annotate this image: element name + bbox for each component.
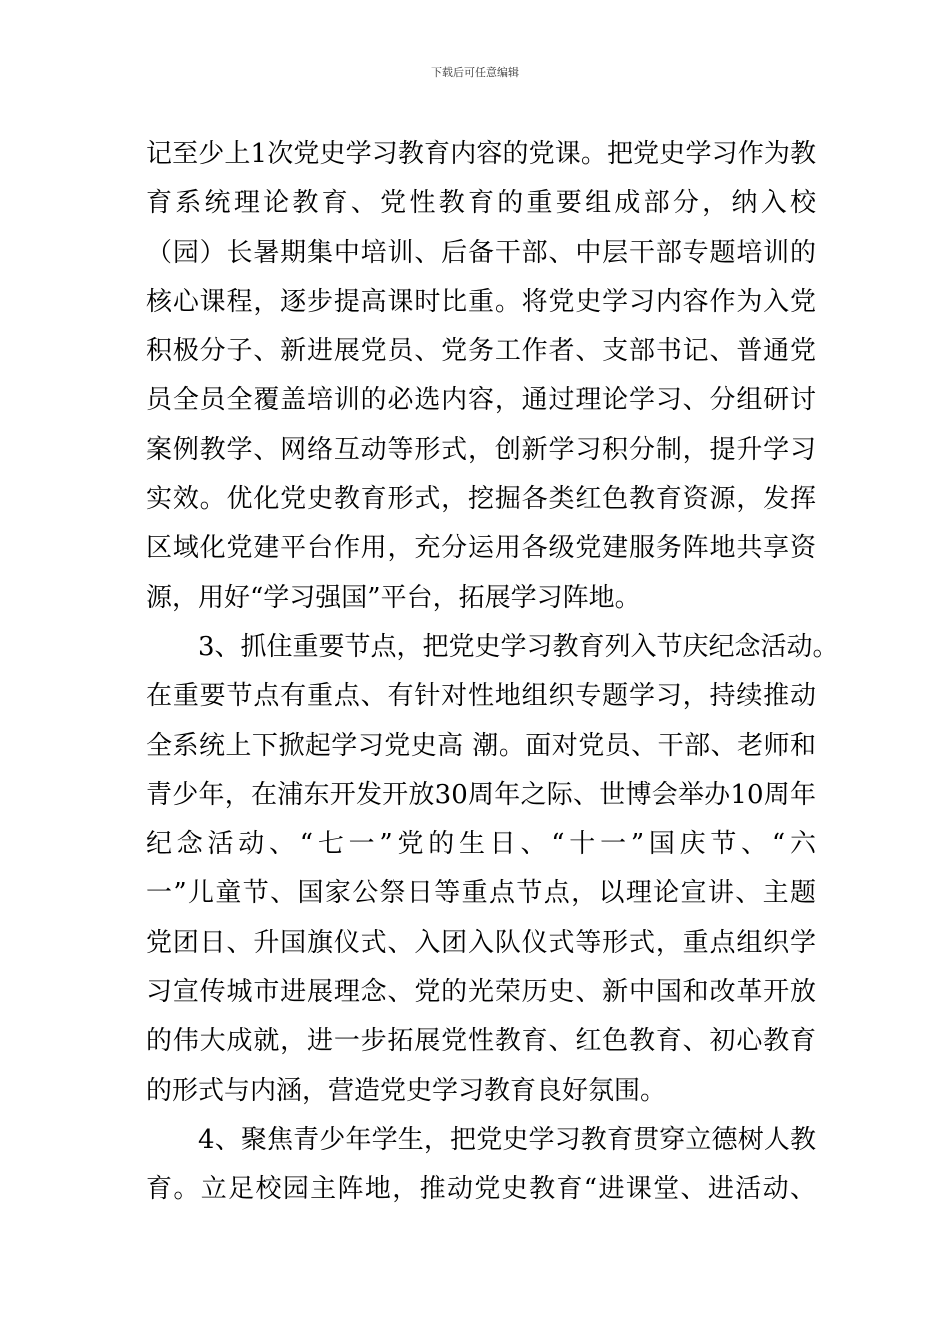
text-line: 的形式与内涵，营造党史学习教育良好氛围。	[146, 1075, 667, 1106]
text-line: 3、抓住重要节点，把党史学习教育列入节庆纪念活动。	[198, 631, 839, 662]
text-line: 青少年，在浦东开发开放30周年之际、世博会举办10周年	[146, 779, 816, 810]
text-line: 核心课程，逐步提高课时比重。将党史学习内容作为入党	[146, 286, 816, 317]
document-body	[146, 130, 839, 1215]
text-line: 育。立足校园主阵地，推动党史教育“进课堂、进活动、	[146, 1174, 816, 1205]
text-line: 育系统理论教育、党性教育的重要组成部分，纳入校	[146, 188, 816, 219]
text-line: 案例教学、网络互动等形式，创新学习积分制，提升学习	[146, 434, 816, 465]
text-line: 员全员全覆盖培训的必选内容，通过理论学习、分组研讨	[146, 385, 816, 416]
text-line: 源，用好“学习强国”平台，拓展学习阵地。	[146, 582, 641, 613]
text-line: 记至少上1次党史学习教育内容的党课。把党史学习作为教	[146, 139, 816, 169]
text-line: 区域化党建平台作用，充分运用各级党建服务阵地共享资	[146, 533, 816, 564]
text-line: 的伟大成就，进一步拓展党性教育、红色教育、初心教育	[146, 1026, 816, 1057]
text-line: 在重要节点有重点、有针对性地组织专题学习，持续推动	[146, 681, 816, 712]
text-line: 全系统上下掀起学习党史高 潮。面对党员、干部、老师和	[146, 730, 816, 761]
text-line: 4、聚焦青少年学生，把党史学习教育贯穿立德树人教	[198, 1124, 816, 1155]
text-line: 实效。优化党史教育形式，挖掘各类红色教育资源，发挥	[146, 484, 816, 515]
text-line: 纪念活动、“七一”党的生日、“十一”国庆节、“六	[146, 829, 816, 860]
text-line: 党团日、升国旗仪式、入团入队仪式等形式，重点组织学	[146, 927, 816, 958]
text-line: 一”儿童节、国家公祭日等重点节点，以理论宣讲、主题	[146, 878, 816, 909]
text-line: （园）长暑期集中培训、后备干部、中层干部专题培训的	[146, 237, 816, 268]
text-line: 积极分子、新进展党员、党务工作者、支部书记、普通党	[146, 336, 816, 367]
text-line: 习宣传城市进展理念、党的光荣历史、新中国和改革开放	[146, 977, 816, 1008]
page-header: 下载后可任意编辑	[431, 66, 519, 79]
